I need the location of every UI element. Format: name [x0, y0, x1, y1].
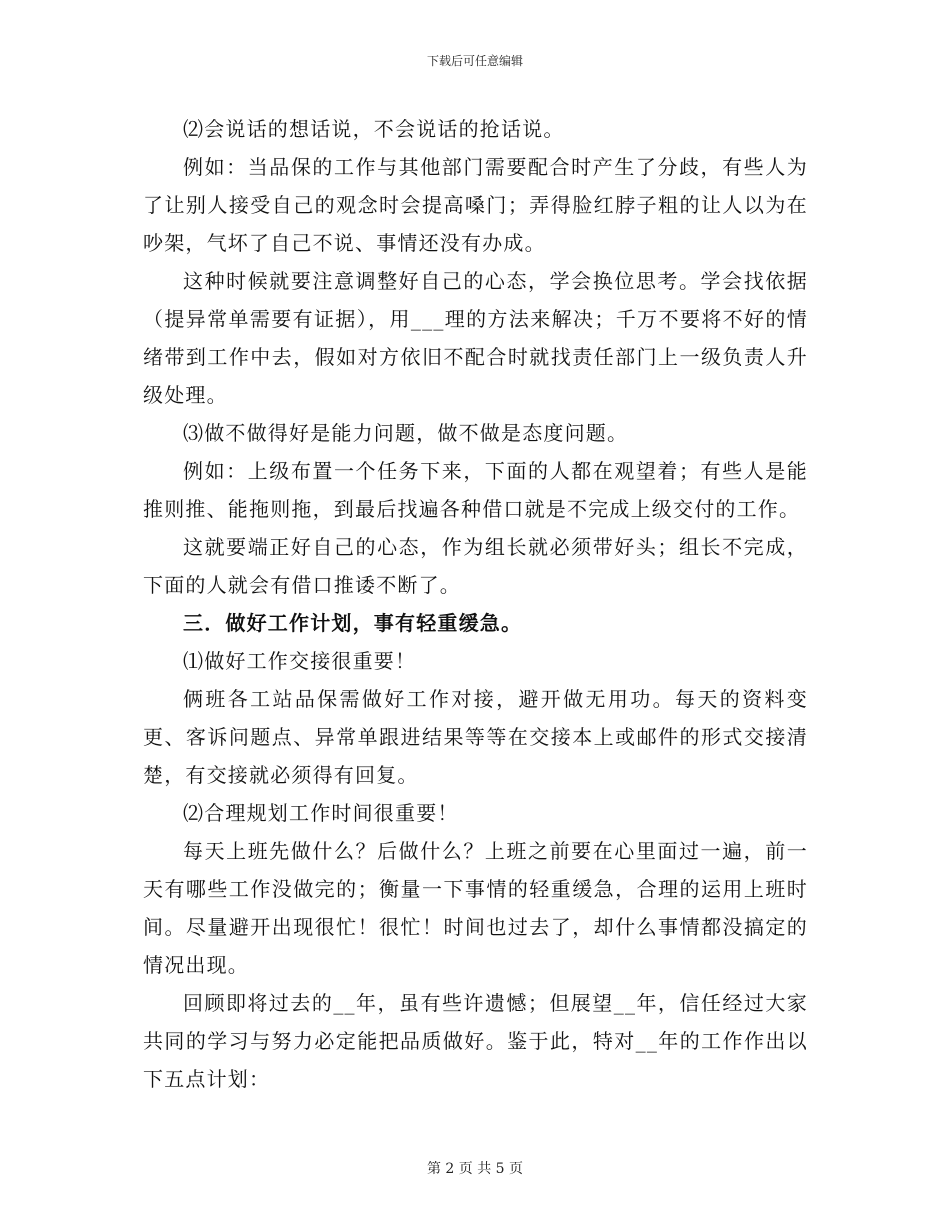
section-heading: 三．做好工作计划，事有轻重缓急。	[183, 611, 523, 635]
paragraph: 例如：当品保的工作与其他部门需要配合时产生了分歧，有些人为了让别人接受自己的观念时会提高嗓门；弄得脸红脖子粗的让人以为在吵架，气坏了自己不说、事情还没有办成。	[143, 155, 808, 255]
page-footer: 第 2 页 共 5 页	[426, 1161, 524, 1177]
paragraph: 俩班各工站品保需做好工作对接，避开做无用功。每天的资料变更、客诉问题点、异常单跟进结果等等在交接本上或邮件的形式交接清楚，有交接就必须得有回复。	[143, 687, 808, 787]
page-header: 下载后可任意编辑	[426, 54, 523, 68]
paragraph: 每天上班先做什么？后做什么？上班之前要在心里面过一遍，前一天有哪些工作没做完的；衡量一下事情的轻重缓急，合理的运用上班时间。尽量避开出现很忙！很忙！时间也过去了，却什么事情都没搞定的情况出现。	[143, 839, 808, 977]
paragraph: 这就要端正好自己的心态，作为组长就必须带好头；组长不完成，下面的人就会有借口推诿不断了。	[143, 535, 808, 597]
paragraph: 例如：上级布置一个任务下来，下面的人都在观望着；有些人是能推则推、能拖则拖，到最后找遍各种借口就是不完成上级交付的工作。	[143, 459, 808, 521]
paragraph: ⑵合理规划工作时间很重要！	[183, 801, 459, 825]
paragraph: ⑵会说话的想话说，不会说话的抢话说。	[183, 117, 565, 141]
paragraph: ⑶做不做得好是能力问题，做不做是态度问题。	[183, 421, 629, 445]
document-body	[143, 110, 808, 1098]
paragraph: ⑴做好工作交接很重要！	[183, 649, 417, 673]
paragraph: 这种时候就要注意调整好自己的心态，学会换位思考。学会找依据（提异常单需要有证据），用___理的方法来解决；千万不要将不好的情绪带到工作中去，假如对方依旧不配合时就找责任部门上一级负责人升级处理。	[143, 269, 808, 407]
paragraph: 回顾即将过去的__年，虽有些许遗憾；但展望__年，信任经过大家共同的学习与努力必定能把品质做好。鉴于此，特对__年的工作作出以下五点计划：	[143, 991, 808, 1091]
